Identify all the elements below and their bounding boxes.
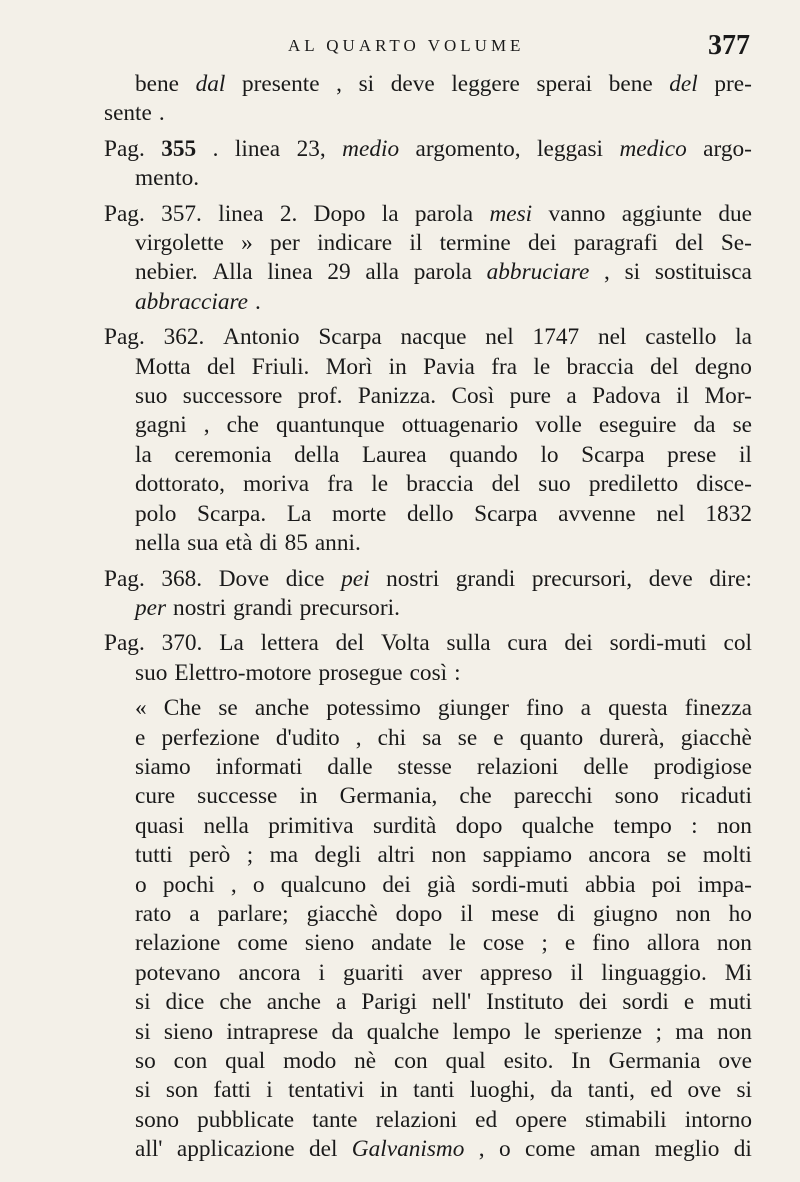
text-line: e perfezione d'udito , chi sa se e quanto durerà, giacchè bbox=[135, 724, 752, 751]
text-line: all' applicazione del Galvanismo , o come aman meglio di bbox=[135, 1136, 752, 1163]
text-line: Pag. 368. Dove dice pei nostri grandi precursori, deve dire: bbox=[104, 565, 752, 592]
text-line: tutti però ; ma degli altri non sappiamo ancora se molti bbox=[135, 842, 752, 869]
text-line: Pag. 357. linea 2. Dopo la parola mesi vanno aggiunte due bbox=[104, 200, 752, 227]
text-line: Pag. 362. Antonio Scarpa nacque nel 1747 nel castello la bbox=[104, 324, 752, 351]
errata-paragraph bbox=[104, 323, 752, 558]
text-line: quasi nella primitiva surdità dopo qualche tempo : non bbox=[135, 812, 752, 839]
text-line: la ceremonia della Laurea quando lo Scarpa prese il bbox=[135, 441, 752, 468]
text-line: per nostri grandi precursori. bbox=[135, 594, 400, 621]
text-line: Pag. 355 . linea 23, medio argomento, leggasi medico argo- bbox=[104, 135, 752, 162]
text-line: si son fatti i tentativi in tanti luoghi, da tanti, ed ove si bbox=[135, 1077, 752, 1104]
text-line: sono pubblicate tante relazioni ed opere stimabili intorno bbox=[135, 1106, 752, 1133]
text-line: « Che se anche potessimo giunger fino a questa finezza bbox=[135, 695, 752, 722]
text-line: dottorato, moriva fra le braccia del suo prediletto disce- bbox=[135, 471, 752, 498]
errata-paragraph bbox=[104, 694, 752, 1165]
text-line: suo successore prof. Panizza. Così pure a Padova il Mor- bbox=[135, 383, 752, 410]
text-line: rato a parlare; giacchè dopo il mese di giugno non ho bbox=[135, 900, 752, 927]
text-line: sente . bbox=[104, 100, 165, 127]
errata-paragraph bbox=[104, 565, 752, 624]
running-title: AL QUARTO VOLUME bbox=[288, 36, 525, 55]
text-line: si dice che anche a Parigi nell' Instituto dei sordi e muti bbox=[135, 989, 752, 1016]
errata-text bbox=[104, 70, 752, 1165]
text-line: gagni , che quantunque ottuagenario volle eseguire da se bbox=[135, 412, 752, 439]
text-line: si sieno intraprese da qualche lempo le sperienze ; ma non bbox=[135, 1018, 752, 1045]
errata-paragraph bbox=[104, 200, 752, 318]
text-line: relazione come sieno andate le cose ; e fino allora non bbox=[135, 930, 752, 957]
text-line: Motta del Friuli. Morì in Pavia fra le braccia del degno bbox=[135, 353, 752, 380]
errata-paragraph bbox=[104, 70, 752, 129]
text-line: nebier. Alla linea 29 alla parola abbruciare , si sostituisca bbox=[135, 259, 752, 286]
text-line: mento. bbox=[135, 165, 200, 192]
text-line: so con qual modo nè con qual esito. In Germania ove bbox=[135, 1048, 752, 1074]
text-line: Pag. 370. La lettera del Volta sulla cura dei sordi-muti col bbox=[104, 630, 752, 657]
text-line: potevano ancora i guariti aver appreso il linguaggio. Mi bbox=[135, 959, 752, 986]
text-line: abbracciare . bbox=[135, 288, 261, 315]
running-head bbox=[100, 30, 750, 64]
text-line: siamo informati dalle stesse relazioni delle prodigiose bbox=[135, 753, 752, 780]
text-line: o pochi , o qualcuno dei già sordi-muti abbia poi impa- bbox=[135, 871, 752, 898]
page-number: 377 bbox=[708, 30, 750, 61]
errata-paragraph bbox=[104, 135, 752, 194]
errata-paragraph bbox=[104, 629, 752, 688]
text-line: bene dal presente , si deve leggere sperai bene del pre- bbox=[135, 71, 752, 97]
text-line: virgolette » per indicare il termine dei paragrafi del Se- bbox=[135, 230, 752, 257]
text-line: polo Scarpa. La morte dello Scarpa avvenne nel 1832 bbox=[135, 500, 752, 527]
text-line: nella sua età di 85 anni. bbox=[135, 530, 361, 557]
text-line: suo Elettro-motore prosegue così : bbox=[135, 659, 461, 686]
text-line: cure successe in Germania, che parecchi sono ricaduti bbox=[135, 783, 752, 810]
